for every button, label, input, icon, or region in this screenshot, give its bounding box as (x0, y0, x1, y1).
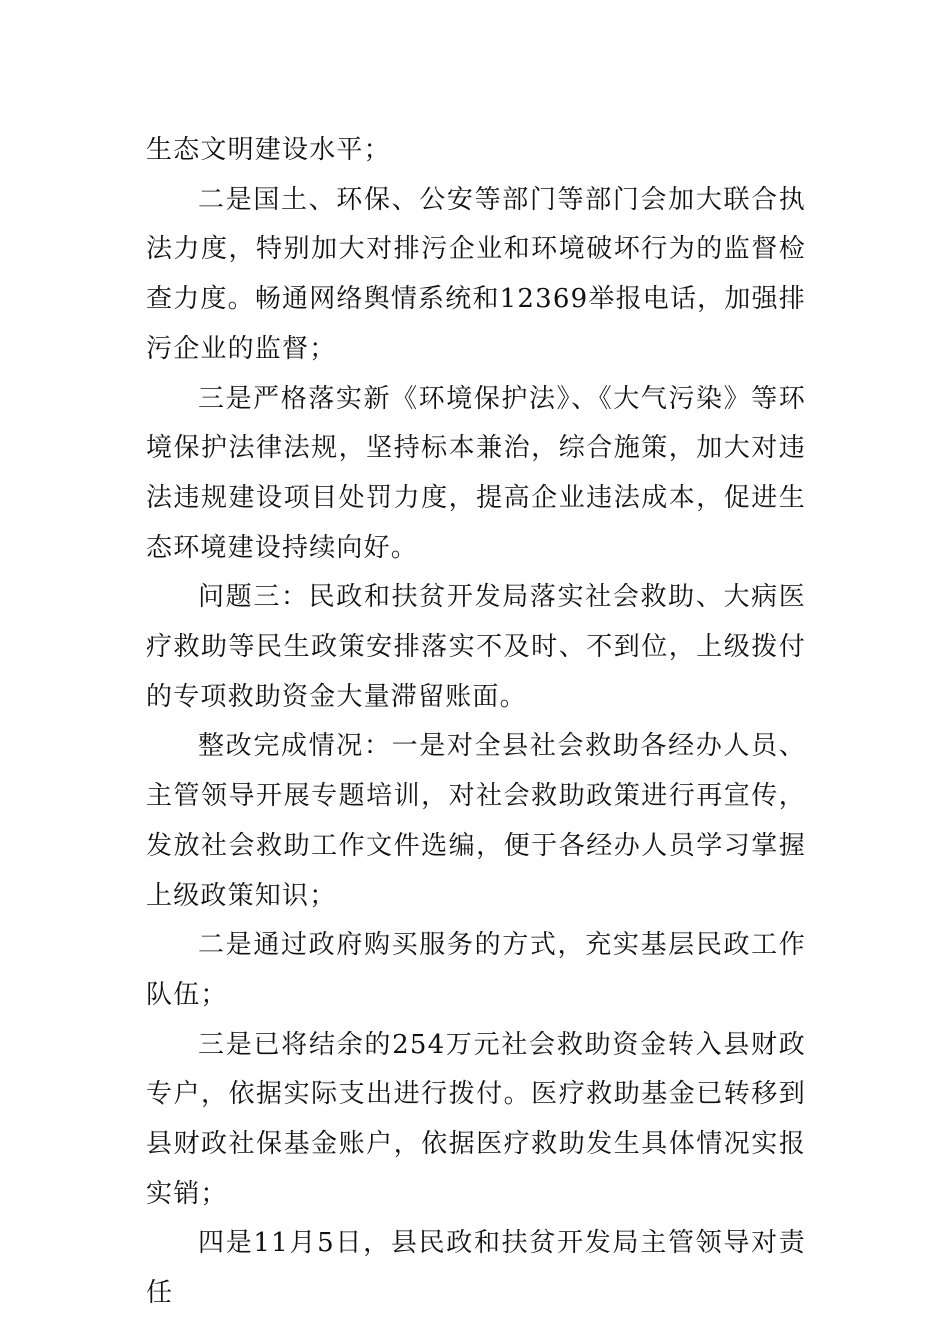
paragraph: 三是已将结余的254万元社会救助资金转入县财政专户，依据实际支出进行拨付。医疗救助基金已转移到县财政社保基金账户，依据医疗救助发生具体情况实报实销； (146, 1029, 806, 1209)
paragraph: 整改完成情况：一是对全县社会救助各经办人员、主管领导开展专题培训，对社会救助政策进行再宣传，发放社会救助工作文件选编，便于各经办人员学习掌握上级政策知识； (146, 731, 806, 911)
paragraph: 生态文明建设水平； (146, 135, 391, 165)
paragraph: 问题三：民政和扶贫开发局落实社会救助、大病医疗救助等民生政策安排落实不及时、不到位，上级拨付的专项救助资金大量滞留账面。 (146, 582, 806, 712)
paragraph: 二是国土、环保、公安等部门等部门会加大联合执法力度，特别加大对排污企业和环境破坏行为的监督检查力度。畅通网络舆情系统和12369举报电话，加强排污企业的监督； (146, 184, 806, 364)
paragraph: 二是通过政府购买服务的方式，充实基层民政工作队伍； (146, 930, 806, 1010)
document-body (146, 126, 806, 1319)
paragraph: 四是11月5日，县民政和扶贫开发局主管领导对责任 (146, 1228, 806, 1309)
paragraph: 三是严格落实新《环境保护法》、《大气污染》等环境保护法律法规，坚持标本兼治，综合施策，加大对违法违规建设项目处罚力度，提高企业违法成本，促进生态环境建设持续向好。 (146, 383, 806, 563)
